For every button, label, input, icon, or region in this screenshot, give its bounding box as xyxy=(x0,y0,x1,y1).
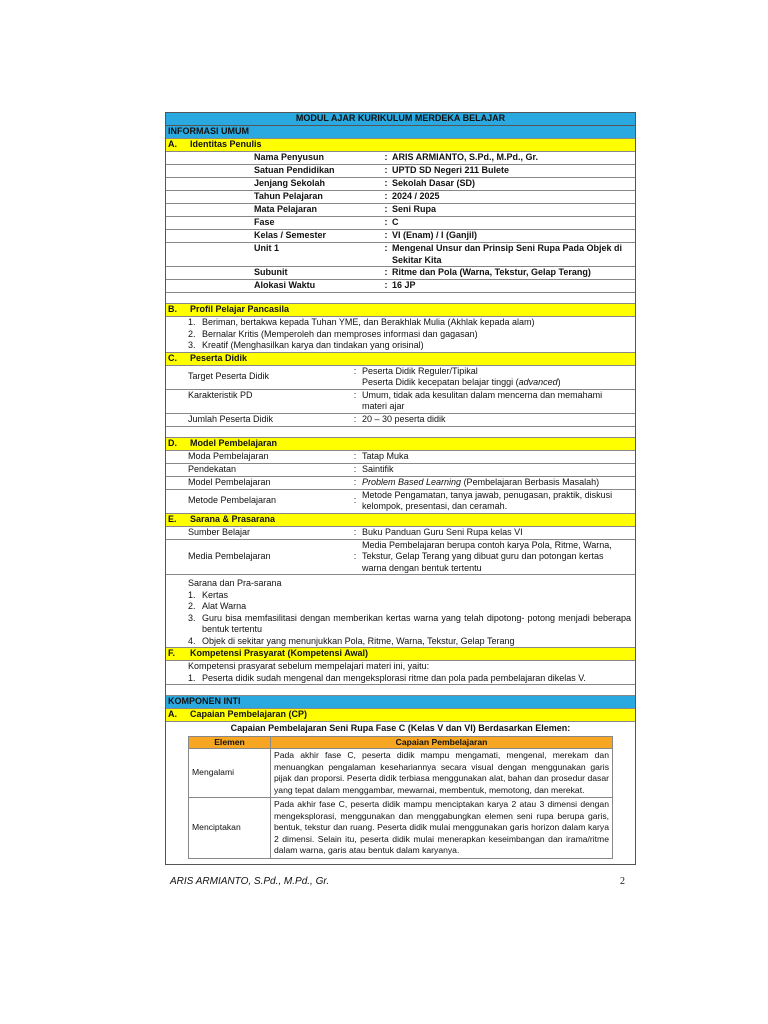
jumlah-peserta-didik-row: Jumlah Peserta Didik : 20 – 30 peserta didik xyxy=(166,414,635,427)
identitas-value: C xyxy=(392,217,399,227)
identitas-value: Sekolah Dasar (SD) xyxy=(392,178,476,188)
subsection-title: Peserta Didik xyxy=(190,352,248,363)
identitas-label: Fase xyxy=(254,217,275,227)
identitas-list xyxy=(166,152,635,293)
subsection-letter: D. xyxy=(168,437,177,448)
subsection-profil-pelajar xyxy=(166,304,635,317)
profil-list xyxy=(166,317,635,353)
identitas-label: Nama Penyusun xyxy=(254,152,325,162)
karakteristik-pd-row: Karakteristik PD : Umum, tidak ada kesulitan dalam mencerna dan memahami materi ajar xyxy=(166,390,635,414)
column-header-capaian: Capaian Pembelajaran xyxy=(271,736,613,749)
subsection-title: Profil Pelajar Pancasila xyxy=(190,304,290,314)
identitas-value: Mengenal Unsur dan Prinsip Seni Rupa Pada Objek di Sekitar Kita xyxy=(392,243,623,265)
subsection-identitas-penulis xyxy=(166,139,635,152)
identitas-row xyxy=(166,230,635,243)
capaian-cell: Pada akhir fase C, peserta didik mampu menciptakan karya 2 atau 3 dimensi dengan mengeksplorasi, menggunakan dan menggabungkan elemen seni rupa berupa garis, bentuk, tekstur dan ruang. Peserta didik mulai menggunakan garis horizon dalam karya 2 dimensi. Selain itu, peserta didik mulai menerapkan keseimbangan dan irama/ritme dalam warna, garis atau bentuk dalam karyanya. xyxy=(271,798,613,859)
identitas-colon: : xyxy=(384,165,388,175)
subsection-letter: A. xyxy=(168,139,177,149)
capaian-table-title: Capaian Pembelajaran Seni Rupa Fase C (Kelas V dan VI) Berdasarkan Elemen: xyxy=(230,723,571,733)
identitas-value: Ritme dan Pola (Warna, Tekstur, Gelap Terang) xyxy=(392,267,591,277)
capaian-table xyxy=(188,736,613,859)
model-pembelajaran-row: Model Pembelajaran : Problem Based Learning (Pembelajaran Berbasis Masalah) xyxy=(166,477,635,490)
subsection-title: Kompetensi Prasyarat (Kompetensi Awal) xyxy=(190,648,369,658)
target-peserta-didik-row: Target Peserta Didik : Peserta Didik Reguler/Tipikal Peserta Didik kecepatan belajar tinggi (advanced) xyxy=(166,366,635,390)
identitas-label: Mata Pelajaran xyxy=(254,204,318,214)
identitas-row xyxy=(166,152,635,165)
moda-pembelajaran-row: Moda Pembelajaran : Tatap Muka xyxy=(166,451,635,464)
sarana-title: Sarana dan Pra-sarana xyxy=(188,578,282,588)
identitas-label: Alokasi Waktu xyxy=(254,280,316,290)
column-header-elemen: Elemen xyxy=(189,736,271,749)
media-pembelajaran-row: Media Pembelajaran : Media Pembelajaran berupa contoh karya Pola, Ritme, Warna, Tekstur, Gelap Terang yang dibuat guru dan potongan kertas warna dengan bentuk tertentu xyxy=(166,540,635,576)
subsection-letter: F. xyxy=(168,648,176,658)
identitas-label: Tahun Pelajaran xyxy=(254,191,323,201)
identitas-row xyxy=(166,191,635,204)
identitas-colon: : xyxy=(384,178,388,188)
list-item: 2. Alat Warna xyxy=(188,601,247,611)
identitas-colon: : xyxy=(384,230,388,240)
identitas-value: Seni Rupa xyxy=(392,204,437,214)
subsection-letter: B. xyxy=(168,304,177,314)
identitas-row xyxy=(166,165,635,178)
footer-author: ARIS ARMIANTO, S.Pd., M.Pd., Gr. xyxy=(170,876,330,887)
section-informasi-umum: INFORMASI UMUM xyxy=(166,126,635,139)
subsection-kompetensi-prasyarat xyxy=(166,648,635,661)
identitas-value: UPTD SD Negeri 211 Bulete xyxy=(392,165,510,175)
page-number: 2 xyxy=(620,876,625,887)
identitas-value: ARIS ARMIANTO, S.Pd., M.Pd., Gr. xyxy=(392,152,539,162)
list-item: 1. Kertas xyxy=(188,589,229,600)
identitas-colon: : xyxy=(384,243,388,253)
identitas-colon: : xyxy=(384,191,388,201)
identitas-label: Jenjang Sekolah xyxy=(254,178,326,188)
subsection-title: Model Pembelajaran xyxy=(190,437,278,448)
subsection-capaian-pembelajaran xyxy=(166,709,635,722)
kompetensi-intro: Kompetensi prasyarat sebelum mempelajari materi ini, yaitu: xyxy=(188,661,430,671)
list-item: 1. Peserta didik sudah mengenal dan mengeksplorasi ritme dan pola pada pembelajaran dikelas V. xyxy=(188,672,586,683)
identitas-colon: : xyxy=(384,152,388,162)
sumber-belajar-row: Sumber Belajar : Buku Panduan Guru Seni Rupa kelas VI xyxy=(166,527,635,540)
subsection-sarana-prasarana xyxy=(166,514,635,527)
subsection-model-pembelajaran xyxy=(166,438,635,451)
elemen-cell: Menciptakan xyxy=(189,798,271,859)
capaian-block xyxy=(166,722,635,864)
list-item: 3. Guru bisa memfasilitasi dengan memberikan kertas warna yang telah dipotong- potong menjadi beberapa bentuk tertentu xyxy=(188,612,631,634)
list-item: 2. Bernalar Kritis (Memperoleh dan memproses informasi dan gagasan) xyxy=(188,328,478,339)
identitas-colon: : xyxy=(384,267,388,277)
subsection-letter: E. xyxy=(168,513,177,524)
subsection-peserta-didik xyxy=(166,353,635,366)
identitas-row xyxy=(166,178,635,191)
identitas-label: Satuan Pendidikan xyxy=(254,165,335,175)
identitas-value: VI (Enam) / I (Ganjil) xyxy=(392,230,478,240)
identitas-row xyxy=(166,243,635,267)
spacer xyxy=(166,427,635,438)
section-komponen-inti: KOMPONEN INTI xyxy=(166,696,635,709)
identitas-row xyxy=(166,204,635,217)
sarana-list xyxy=(166,575,635,648)
kompetensi-list xyxy=(166,661,635,685)
identitas-label: Unit 1 xyxy=(254,243,280,253)
identitas-value: 16 JP xyxy=(392,280,416,290)
identitas-colon: : xyxy=(384,217,388,227)
table-row xyxy=(189,749,613,798)
subsection-title: Sarana & Prasarana xyxy=(190,513,276,524)
identitas-row xyxy=(166,280,635,293)
identitas-label: Subunit xyxy=(254,267,288,277)
identitas-colon: : xyxy=(384,280,388,290)
identitas-row xyxy=(166,267,635,280)
spacer xyxy=(166,685,635,696)
list-item: 4. Objek di sekitar yang menunjukkan Pola, Ritme, Warna, Tekstur, Gelap Terang xyxy=(188,635,515,646)
page-footer xyxy=(170,876,625,887)
subsection-letter: C. xyxy=(168,352,177,363)
subsection-title: Capaian Pembelajaran (CP) xyxy=(190,709,308,719)
identitas-row xyxy=(166,217,635,230)
metode-pembelajaran-row: Metode Pembelajaran : Metode Pengamatan, tanya jawab, penugasan, praktik, diskusi kelompok, presentasi, dan ceramah. xyxy=(166,490,635,514)
capaian-cell: Pada akhir fase C, peserta didik mampu mengamati, mengenal, merekam dan menuangkan pengalaman kesehariannya secara visual dengan menggunakan garis pijak dan proporsi. Peserta didik terbiasa menggunakan alat, bahan dan prosedur dasar yang tepat dalam menggambar, mewarnai, membentuk, memotong, dan merekat. xyxy=(271,749,613,798)
pendekatan-row: Pendekatan : Saintifik xyxy=(166,464,635,477)
list-item: 1. Beriman, bertakwa kepada Tuhan YME, dan Berakhlak Mulia (Akhlak kepada alam) xyxy=(188,317,535,327)
subsection-letter: A. xyxy=(168,709,177,719)
table-row xyxy=(189,798,613,859)
elemen-cell: Mengalami xyxy=(189,749,271,798)
table-header-row xyxy=(189,736,613,749)
modul-ajar-document xyxy=(165,112,636,865)
document-title: MODUL AJAR KURIKULUM MERDEKA BELAJAR xyxy=(166,113,635,126)
identitas-value: 2024 / 2025 xyxy=(392,191,440,201)
identitas-colon: : xyxy=(384,204,388,214)
subsection-title: Identitas Penulis xyxy=(190,139,262,149)
list-item: 3. Kreatif (Menghasilkan karya dan tindakan yang orisinal) xyxy=(188,340,424,350)
spacer xyxy=(166,293,635,304)
identitas-label: Kelas / Semester xyxy=(254,230,327,240)
